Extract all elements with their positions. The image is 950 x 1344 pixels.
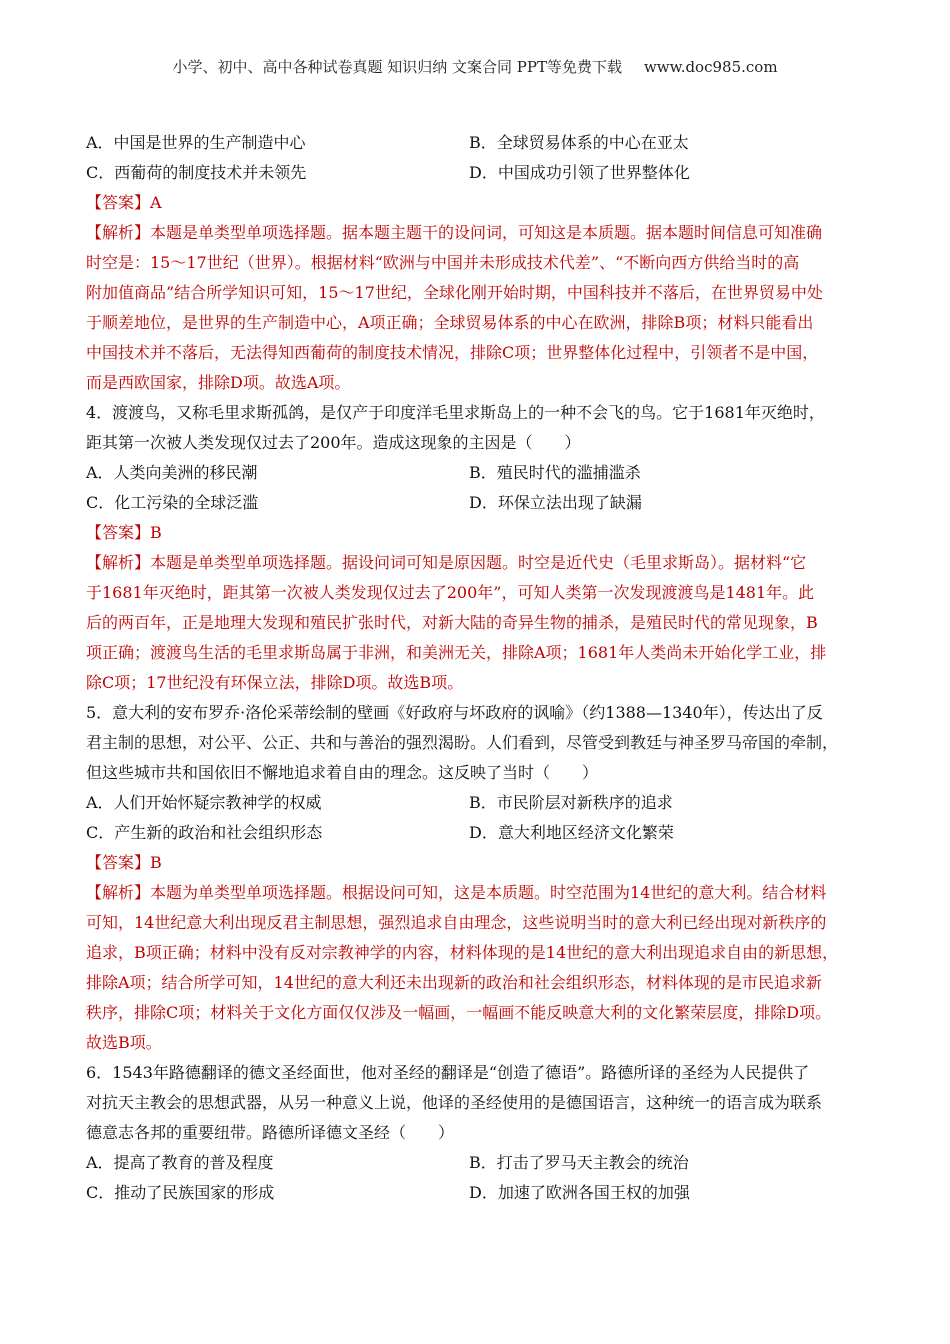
options-row	[86, 488, 866, 518]
analysis-line: 【解析】本题为单类型单项选择题。根据设问可知，这是本质题。时空范围为14世纪的意大利。结合材料	[86, 883, 827, 902]
analysis-line: 于1681年灭绝时，距其第一次被人类发现仅过去了200年”，可知人类第一次发现渡渡鸟是1481年。此	[86, 583, 815, 602]
question-3	[86, 128, 866, 398]
option-b: B．市民阶层对新秩序的追求	[469, 793, 673, 812]
analysis-line: 项正确；渡渡鸟生活的毛里求斯岛属于非洲，和美洲无关，排除A项；1681年人类尚未开始化学工业，排	[86, 643, 827, 662]
option-d: D．加速了欧洲各国王权的加强	[469, 1183, 690, 1202]
analysis-line: 追求，B项正确；材料中没有反对宗教神学的内容，材料体现的是14世纪的意大利出现追求自由的新思想，	[86, 943, 839, 962]
question-stem-line: 德意志各邦的重要纽带。路德所译德文圣经（ ）	[86, 1123, 455, 1142]
option-a: A．中国是世界的生产制造中心	[86, 133, 306, 152]
analysis	[86, 548, 866, 698]
options-row	[86, 458, 866, 488]
question-6	[86, 1058, 866, 1208]
option-c: C．产生新的政治和社会组织形态	[86, 823, 323, 842]
question-5	[86, 698, 866, 1058]
analysis-line: 中国技术并不落后，无法得知西葡荷的制度技术情况，排除C项；世界整体化过程中，引领者不是中国，	[86, 343, 819, 362]
question-stem-line: 距其第一次被人类发现仅过去了200年。造成这现象的主因是（ ）	[86, 433, 581, 452]
analysis-line: 故选B项。	[86, 1033, 162, 1052]
option-a: A．提高了教育的普及程度	[86, 1153, 274, 1172]
answer: 【答案】A	[86, 193, 162, 212]
question-stem-line: 但这些城市共和国依旧不懈地追求着自由的理念。这反映了当时（ ）	[86, 763, 599, 782]
analysis-line: 而是西欧国家，排除D项。故选A项。	[86, 373, 351, 392]
document-body	[86, 128, 866, 1208]
header-text: 小学、初中、高中各种试卷真题 知识归纳 文案合同 PPT等免费下载	[172, 58, 622, 76]
question-stem-line: 5．意大利的安布罗乔·洛伦采蒂绘制的壁画《好政府与坏政府的讽喻》（约1388—1340年），传达出了反	[86, 703, 823, 722]
question-stem-line: 6．1543年路德翻译的德文圣经面世，他对圣经的翻译是“创造了德语”。路德所译的圣经为人民提供了	[86, 1063, 810, 1082]
option-b: B．殖民时代的滥捕滥杀	[469, 463, 641, 482]
analysis	[86, 878, 866, 1058]
question-stem-line: 君主制的思想，对公平、公正、共和与善治的强烈渴盼。人们看到，尽管受到教廷与神圣罗马帝国的牵制，	[86, 733, 839, 752]
header-url[interactable]: www.doc985.com	[643, 58, 778, 76]
analysis-line: 附加值商品”结合所学知识可知，15～17世纪，全球化刚开始时期，中国科技并不落后，在世界贸易中处	[86, 283, 823, 302]
option-b: B．打击了罗马天主教会的统治	[469, 1153, 689, 1172]
option-d: D．中国成功引领了世界整体化	[469, 163, 690, 182]
analysis-line: 时空是：15～17世纪（世界）。根据材料“欧洲与中国并未形成技术代差”、“不断向西方供给当时的高	[86, 253, 800, 272]
question-4	[86, 398, 866, 698]
option-a: A．人类向美洲的移民潮	[86, 463, 258, 482]
analysis-line: 除C项；17世纪没有环保立法，排除D项。故选B项。	[86, 673, 464, 692]
options-row	[86, 818, 866, 848]
question-stem-line: 4．渡渡鸟，又称毛里求斯孤鸽，是仅产于印度洋毛里求斯岛上的一种不会飞的鸟。它于1681年灭绝时，	[86, 403, 825, 422]
analysis-line: 秩序，排除C项；材料关于文化方面仅仅涉及一幅画，一幅画不能反映意大利的文化繁荣层度，排除D项。	[86, 1003, 832, 1022]
analysis-line: 后的两百年，正是地理大发现和殖民扩张时代，对新大陆的奇异生物的捕杀，是殖民时代的常见现象，B	[86, 613, 818, 632]
analysis-line: 可知，14世纪意大利出现反君主制思想，强烈追求自由理念，这些说明当时的意大利已经出现对新秩序的	[86, 913, 827, 932]
analysis-line: 排除A项；结合所学可知，14世纪的意大利还未出现新的政治和社会组织形态，材料体现的是市民追求新	[86, 973, 822, 992]
option-c: C．化工污染的全球泛滥	[86, 493, 259, 512]
options-row	[86, 158, 866, 188]
analysis	[86, 218, 866, 398]
analysis-line: 【解析】本题是单类型单项选择题。据本题主题干的设问词，可知这是本质题。据本题时间信息可知准确	[86, 223, 823, 242]
answer: 【答案】B	[86, 523, 162, 542]
page-header	[0, 56, 950, 77]
options-row	[86, 1178, 866, 1208]
question-stem-line: 对抗天主教会的思想武器，从另一种意义上说，他译的圣经使用的是德国语言，这种统一的语言成为联系	[86, 1093, 823, 1112]
analysis-line: 【解析】本题是单类型单项选择题。据设问词可知是原因题。时空是近代史（毛里求斯岛）。据材料“它	[86, 553, 807, 572]
answer: 【答案】B	[86, 853, 162, 872]
option-b: B．全球贸易体系的中心在亚太	[469, 133, 689, 152]
options-row	[86, 788, 866, 818]
options-row	[86, 128, 866, 158]
options-row	[86, 1148, 866, 1178]
analysis-line: 于顺差地位，是世界的生产制造中心，A项正确；全球贸易体系的中心在欧洲，排除B项；材料只能看出	[86, 313, 814, 332]
option-d: D．环保立法出现了缺漏	[469, 493, 642, 512]
option-c: C．西葡荷的制度技术并未领先	[86, 163, 307, 182]
option-d: D．意大利地区经济文化繁荣	[469, 823, 674, 842]
option-a: A．人们开始怀疑宗教神学的权威	[86, 793, 322, 812]
option-c: C．推动了民族国家的形成	[86, 1183, 275, 1202]
